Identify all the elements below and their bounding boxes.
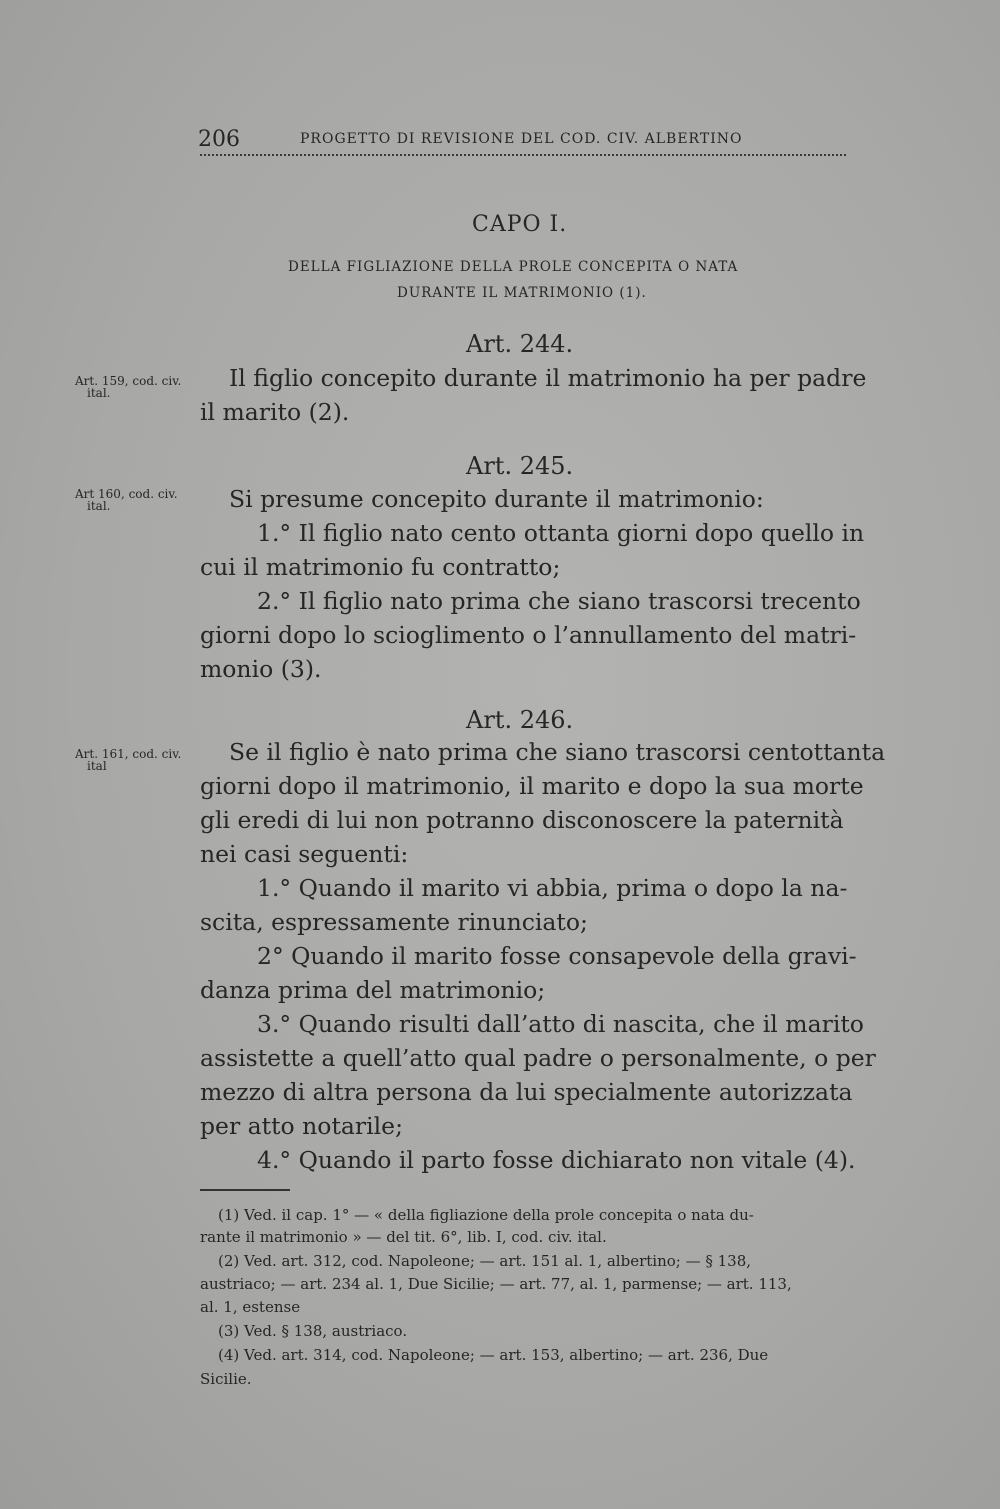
footnote-line: rante il matrimonio » — del tit. 6°, lib. I, cod. civ. ital. (200, 1228, 607, 1246)
body-line: assistette a quell’atto qual padre o personalmente, o per (200, 1044, 876, 1072)
footnote-line: (2) Ved. art. 312, cod. Napoleone; — art. 151 al. 1, albertino; — § 138, (218, 1252, 752, 1270)
footnote-line: (4) Ved. art. 314, cod. Napoleone; — art. 153, albertino; — art. 236, Due (218, 1346, 769, 1364)
body-line: Se il figlio è nato prima che siano trascorsi centottanta (229, 738, 886, 766)
body-line: 1.° Quando il marito vi abbia, prima o dopo la na- (257, 874, 848, 902)
body-line: giorni dopo lo scioglimento o l’annullamento del matri- (200, 621, 857, 649)
body-line: mezzo di altra persona da lui specialmente autorizzata (200, 1078, 853, 1106)
margin-note: Art. 161, cod. civ. ital (75, 747, 182, 773)
footnote-line: Sicilie. (200, 1370, 252, 1388)
body-line: 3.° Quando risulti dall’atto di nascita, che il marito (257, 1010, 864, 1038)
body-line: cui il matrimonio fu contratto; (200, 553, 561, 581)
body-line: 1.° Il figlio nato cento ottanta giorni dopo quello in (257, 519, 865, 547)
body-line: gli eredi di lui non potranno disconoscere la paternità (200, 806, 844, 834)
margin-note: Art. 159, cod. civ. ital. (75, 374, 182, 400)
chapter-subtitle-line1: DELLA FIGLIAZIONE DELLA PROLE CONCEPITA O NATA (288, 259, 739, 275)
article-heading: Art. 244. (466, 330, 574, 358)
chapter-subtitle-line2: DURANTE IL MATRIMONIO (1). (397, 285, 647, 301)
chapter-title: CAPO I. (472, 212, 568, 237)
body-line: Si presume concepito durante il matrimonio: (229, 485, 764, 513)
footnote-rule (200, 1189, 290, 1191)
body-line: nei casi seguenti: (200, 840, 409, 868)
footnote-line: austriaco; — art. 234 al. 1, Due Sicilie; — art. 77, al. 1, parmense; — art. 113, (200, 1275, 792, 1293)
body-line: danza prima del matrimonio; (200, 976, 546, 1004)
margin-note: Art 160, cod. civ. ital. (75, 487, 178, 513)
body-line: giorni dopo il matrimonio, il marito e dopo la sua morte (200, 772, 864, 800)
article-heading: Art. 245. (466, 452, 574, 480)
body-line: 2° Quando il marito fosse consapevole della gravi- (257, 942, 857, 970)
body-line: monio (3). (200, 655, 322, 683)
body-line: il marito (2). (200, 398, 350, 426)
footnote-line: al. 1, estense (200, 1298, 301, 1316)
body-line: 2.° Il figlio nato prima che siano trascorsi trecento (257, 587, 861, 615)
body-line: per atto notarile; (200, 1112, 403, 1140)
article-heading: Art. 246. (466, 706, 574, 734)
header-rule (200, 154, 846, 156)
body-line: scita, espressamente rinunciato; (200, 908, 588, 936)
footnote-line: (1) Ved. il cap. 1° — « della figliazione della prole concepita o nata du- (218, 1206, 754, 1224)
body-line: 4.° Quando il parto fosse dichiarato non vitale (4). (257, 1146, 856, 1174)
footnote-line: (3) Ved. § 138, austriaco. (218, 1322, 408, 1340)
body-line: Il figlio concepito durante il matrimonio ha per padre (229, 364, 867, 392)
page-number: 206 (198, 127, 240, 152)
running-title: PROGETTO DI REVISIONE DEL COD. CIV. ALBERTINO (300, 131, 743, 147)
